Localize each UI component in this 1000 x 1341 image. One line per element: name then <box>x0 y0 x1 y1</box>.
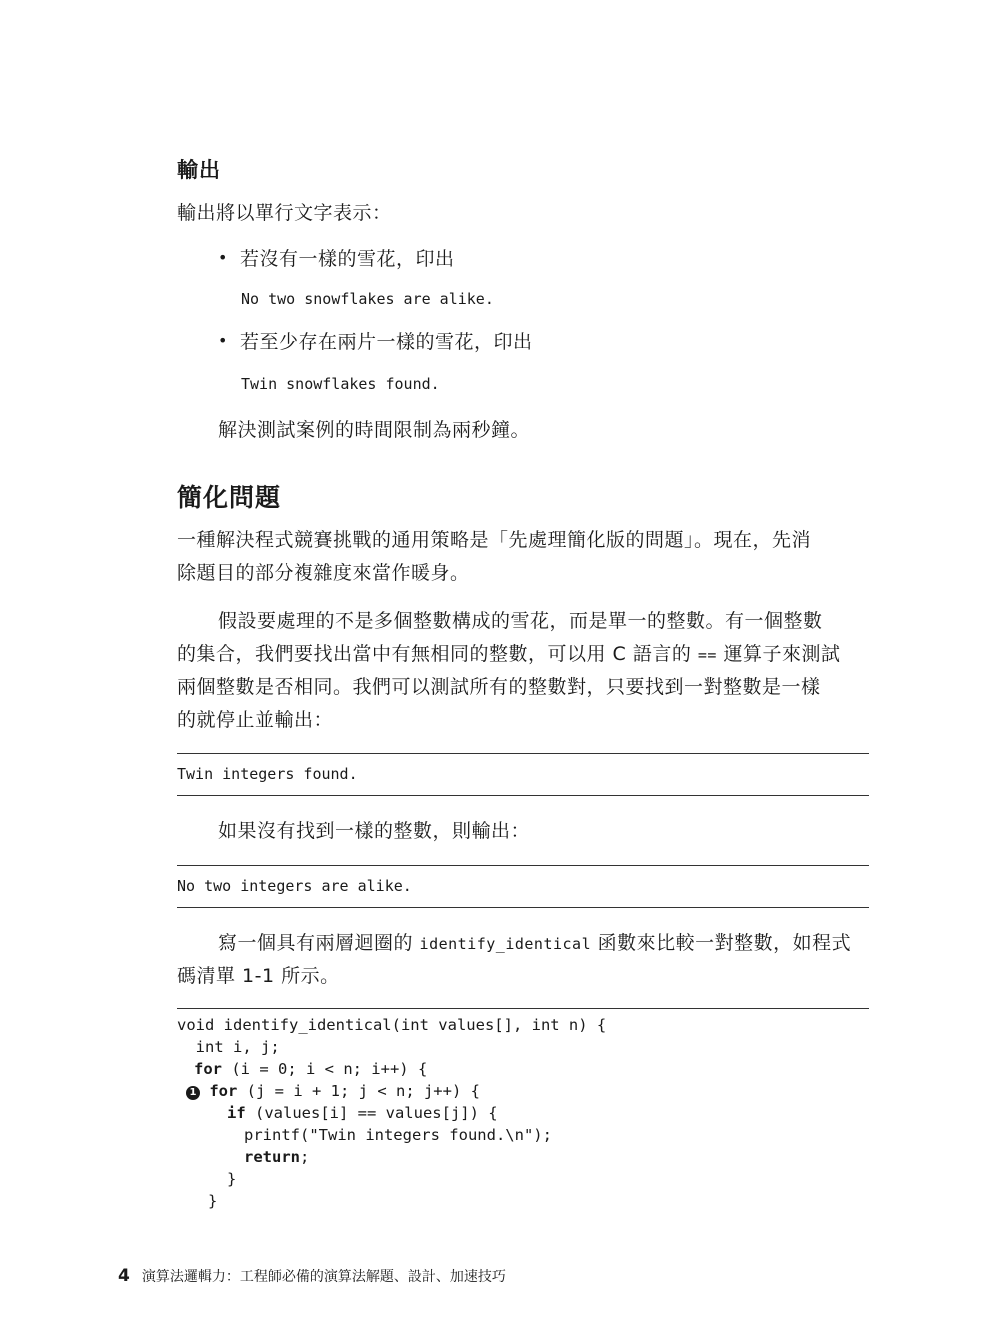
para4-line2: 碼清單 1-1 所示。 <box>177 965 340 987</box>
page-footer <box>118 1266 506 1286</box>
code-line-3: for (i = 0; i < n; i++) { <box>194 1060 428 1078</box>
para1-line2: 除題目的部分複雜度來當作暖身。 <box>177 562 470 584</box>
para2-line4: 的就停止並輸出： <box>177 709 334 731</box>
code-line-7: return; <box>244 1148 310 1166</box>
para3: 如果沒有找到一樣的整數，則輸出： <box>218 820 531 842</box>
inline-code-function: identify_identical <box>419 935 592 953</box>
listing-rule-top <box>177 1008 869 1009</box>
code-rule-top <box>177 865 869 866</box>
bullet-icon: • <box>218 248 228 267</box>
para1-line1: 一種解決程式競賽挑戰的通用策略是「先處理簡化版的問題」。現在，先消 <box>177 529 812 551</box>
time-limit-text: 解決測試案例的時間限制為兩秒鐘。 <box>218 419 531 441</box>
code-rule-bottom <box>177 795 869 796</box>
code-line-2: int i, j; <box>177 1038 280 1056</box>
code-rule-bottom <box>177 907 869 908</box>
para2-line2: 的集合，我們要找出當中有無相同的整數，可以用 C 語言的 == 運算子來測試 <box>177 643 841 665</box>
code-line-8: } <box>227 1170 237 1188</box>
code-line-5: if (values[i] == values[j]) { <box>227 1104 498 1122</box>
bullet-code-2: Twin snowflakes found. <box>241 375 440 393</box>
section-heading-output: 輸出 <box>177 158 221 182</box>
callout-1-icon: 1 <box>186 1086 200 1100</box>
section-heading-simplify: 簡化問題 <box>177 483 282 512</box>
output-intro: 輸出將以單行文字表示： <box>177 202 392 224</box>
code-twin-integers: Twin integers found. <box>177 765 358 783</box>
code-rule-top <box>177 753 869 754</box>
code-line-1: void identify_identical(int values[], int n) { <box>177 1016 607 1034</box>
bullet-text-1: 若沒有一樣的雪花，印出 <box>240 248 455 270</box>
book-title: 演算法邏輯力：工程師必備的演算法解題、設計、加速技巧 <box>141 1269 506 1285</box>
code-no-twin-integers: No two integers are alike. <box>177 877 412 895</box>
para2-line3: 兩個整數是否相同。我們可以測試所有的整數對，只要找到一對整數是一樣 <box>177 676 821 698</box>
bullet-code-1: No two snowflakes are alike. <box>241 290 494 308</box>
code-line-4: 1 for (j = i + 1; j < n; j++) { <box>186 1080 480 1102</box>
bullet-icon: • <box>218 331 228 350</box>
para2-line1: 假設要處理的不是多個整數構成的雪花，而是單一的整數。有一個整數 <box>218 610 823 632</box>
inline-code-equals: == <box>697 646 717 664</box>
page-number: 4 <box>118 1266 130 1286</box>
para4-line1: 寫一個具有兩層迴圈的 identify_identical 函數來比較一對整數，如程式 <box>218 932 852 954</box>
code-line-6: printf("Twin integers found.\n"); <box>244 1126 552 1144</box>
code-line-9: } <box>208 1192 218 1210</box>
bullet-text-2: 若至少存在兩片一樣的雪花，印出 <box>240 331 533 353</box>
